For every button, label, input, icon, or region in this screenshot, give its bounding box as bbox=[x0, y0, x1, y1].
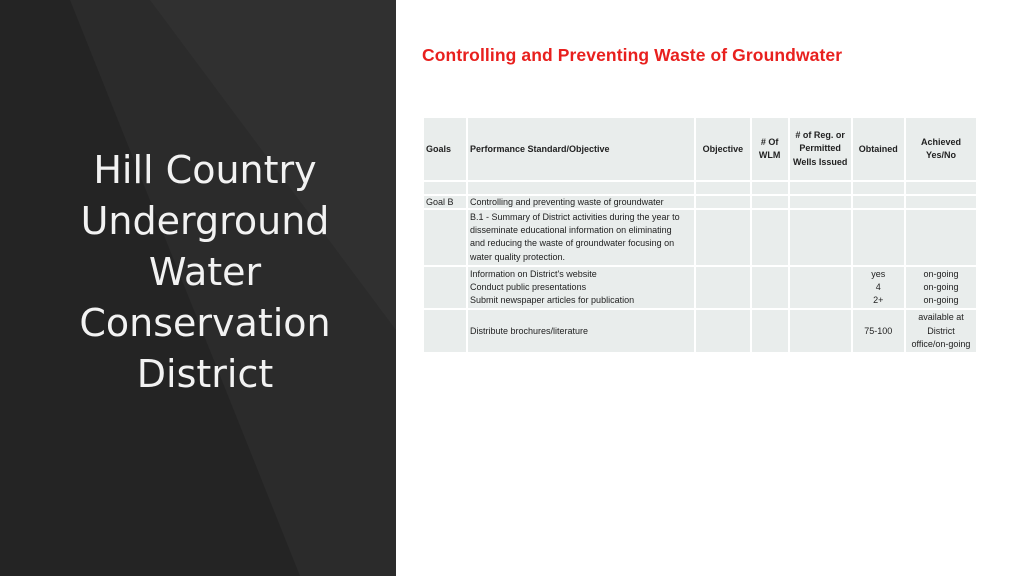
brochure-cell: Distribute brochures/literature bbox=[468, 310, 694, 352]
header-reg-line: Permitted bbox=[799, 143, 841, 154]
achieved-line: office/on-going bbox=[911, 338, 971, 349]
standard-cell: Controlling and preventing waste of groundwater bbox=[468, 196, 694, 208]
header-wlm-line: # Of bbox=[760, 136, 779, 147]
title-line: Hill Country bbox=[93, 148, 317, 192]
title-line: Conservation bbox=[79, 301, 331, 345]
obtained-value: 4 bbox=[875, 282, 881, 293]
header-reg-wells bbox=[790, 118, 851, 180]
activity-item: Information on District's website bbox=[470, 268, 597, 279]
achieved-line: available at bbox=[918, 312, 964, 323]
slide-heading: Controlling and Preventing Waste of Groundwater bbox=[422, 45, 843, 65]
goal-cell: Goal B bbox=[424, 196, 466, 208]
spacer-row bbox=[424, 182, 976, 194]
header-obtained: Obtained bbox=[853, 118, 904, 180]
title-line: Water bbox=[148, 250, 262, 294]
header-wlm-line: WLM bbox=[758, 150, 781, 160]
objective-line: and reducing the waste of groundwater focusing on bbox=[470, 238, 675, 249]
activities-cell bbox=[468, 267, 694, 309]
achieved-line: District bbox=[927, 325, 955, 336]
header-goals: Goals bbox=[424, 118, 466, 180]
brochure-achieved bbox=[906, 310, 976, 352]
header-wlm bbox=[752, 118, 788, 180]
obtained-value: yes bbox=[871, 268, 886, 279]
title-line: Underground bbox=[80, 199, 330, 243]
table-row bbox=[424, 267, 976, 309]
header-standard: Performance Standard/Objective bbox=[468, 118, 694, 180]
activity-item: Submit newspaper articles for publication bbox=[470, 295, 635, 306]
table-header-row bbox=[424, 118, 976, 180]
header-achieved-line: Yes/No bbox=[925, 150, 956, 160]
objective-line: water quality protection. bbox=[470, 251, 566, 262]
header-reg-line: Wells Issued bbox=[792, 156, 848, 167]
header-objective: Objective bbox=[696, 118, 749, 180]
obtained-value: 2+ bbox=[873, 295, 884, 306]
achieved-value: on-going bbox=[923, 295, 959, 306]
district-title bbox=[40, 145, 370, 400]
performance-table bbox=[422, 116, 978, 354]
table-row bbox=[424, 196, 976, 208]
achieved-cell bbox=[906, 267, 976, 309]
achieved-value: on-going bbox=[923, 268, 959, 279]
title-line: District bbox=[136, 352, 274, 396]
table-row bbox=[424, 210, 976, 265]
right-panel bbox=[396, 0, 1024, 576]
brochure-obtained: 75-100 bbox=[853, 310, 904, 352]
objective-line: disseminate educational information on eliminating bbox=[470, 225, 672, 236]
header-achieved bbox=[906, 118, 976, 180]
header-reg-line: # of Reg. or bbox=[795, 130, 845, 141]
objective-line: B.1 - Summary of District activities during the year to bbox=[470, 212, 680, 222]
table-row bbox=[424, 310, 976, 352]
activity-item: Conduct public presentations bbox=[470, 282, 587, 293]
left-panel bbox=[0, 0, 396, 576]
obtained-cell bbox=[853, 267, 904, 309]
header-achieved-line: Achieved bbox=[920, 136, 961, 147]
objective-cell bbox=[468, 210, 694, 265]
achieved-value: on-going bbox=[923, 282, 959, 293]
